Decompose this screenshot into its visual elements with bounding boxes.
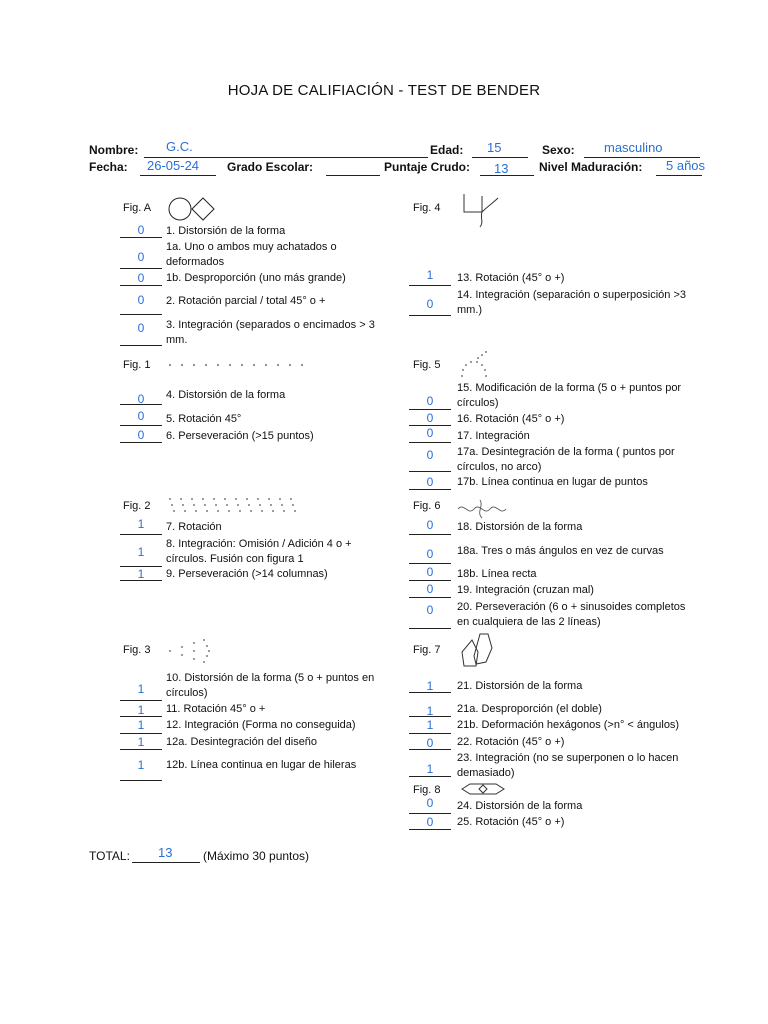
puntaje-value[interactable]: 13 bbox=[494, 161, 509, 176]
right-item-text bbox=[457, 271, 564, 286]
right-score-line bbox=[409, 813, 451, 814]
fig-2-label: Fig. 2 bbox=[123, 500, 151, 512]
right-score-line bbox=[409, 580, 451, 581]
item-line-1: 11. Rotación 45° o + bbox=[166, 703, 266, 715]
item-line-2: mm.) bbox=[457, 304, 483, 316]
right-item-text bbox=[457, 815, 564, 830]
fecha-label: Fecha: bbox=[89, 160, 128, 174]
left-score-line bbox=[120, 534, 162, 535]
left-score-value[interactable]: 1 bbox=[137, 703, 145, 717]
left-score-line bbox=[120, 700, 162, 701]
item-line-1: 7. Rotación bbox=[166, 521, 222, 533]
right-score-line bbox=[409, 733, 451, 734]
item-line-1: 17b. Línea continua en lugar de puntos bbox=[457, 476, 648, 488]
left-score-line bbox=[120, 425, 162, 426]
left-score-value[interactable]: 1 bbox=[137, 758, 145, 772]
item-line-1: 1. Distorsión de la forma bbox=[166, 225, 286, 237]
item-line-1: 2. Rotación parcial / total 45° o + bbox=[166, 295, 326, 307]
item-line-1: 14. Integración (separación o superposición >3 bbox=[457, 289, 687, 301]
right-item-text bbox=[457, 475, 648, 490]
right-score-value[interactable]: 0 bbox=[426, 603, 434, 617]
puntaje-label: Puntaje Crudo: bbox=[384, 160, 470, 174]
right-score-line bbox=[409, 409, 451, 410]
left-score-value[interactable]: 0 bbox=[137, 250, 145, 264]
left-item-text bbox=[166, 520, 222, 535]
figure-1-dots-icon bbox=[168, 360, 308, 370]
left-score-line bbox=[120, 285, 162, 286]
right-item-text bbox=[457, 702, 602, 717]
right-score-value[interactable]: 0 bbox=[426, 796, 434, 810]
item-line-1: 22. Rotación (45° o +) bbox=[457, 736, 565, 748]
fig-6-label: Fig. 6 bbox=[413, 500, 441, 512]
left-score-line bbox=[120, 314, 162, 315]
right-score-line bbox=[409, 829, 451, 830]
left-score-line bbox=[120, 780, 162, 781]
left-score-value[interactable]: 1 bbox=[137, 718, 145, 732]
right-score-value[interactable]: 0 bbox=[426, 736, 434, 750]
item-line-1: 13. Rotación (45° o +) bbox=[457, 272, 565, 284]
right-score-line bbox=[409, 442, 451, 443]
left-score-value[interactable]: 1 bbox=[137, 517, 145, 531]
item-line-1: 4. Distorsión de la forma bbox=[166, 389, 286, 401]
fig-3-label: Fig. 3 bbox=[123, 644, 151, 656]
total-field-line bbox=[132, 862, 200, 863]
item-line-1: 17a. Desintegración de la forma ( puntos por bbox=[457, 446, 675, 458]
item-line-1: 18a. Tres o más ángulos en vez de curvas bbox=[457, 545, 664, 557]
figure-7-hexagons-icon bbox=[458, 630, 496, 670]
total-label: TOTAL: bbox=[89, 849, 130, 863]
item-line-2: círculos) bbox=[166, 687, 208, 699]
right-score-line bbox=[409, 534, 451, 535]
item-line-1: 19. Integración (cruzan mal) bbox=[457, 584, 594, 596]
right-score-value[interactable]: 1 bbox=[426, 268, 434, 282]
item-line-1: 24. Distorsión de la forma bbox=[457, 800, 583, 812]
left-item-text bbox=[166, 567, 328, 582]
total-suffix: (Máximo 30 puntos) bbox=[203, 849, 310, 863]
left-score-line bbox=[120, 733, 162, 734]
right-item-text bbox=[457, 718, 679, 733]
fig-4-label: Fig. 4 bbox=[413, 202, 441, 214]
sexo-value[interactable]: masculino bbox=[604, 140, 663, 155]
item-line-2: demasiado) bbox=[457, 767, 515, 779]
right-score-value[interactable]: 0 bbox=[426, 297, 434, 311]
right-score-value[interactable]: 0 bbox=[426, 411, 434, 425]
right-score-line bbox=[409, 597, 451, 598]
right-item-text bbox=[457, 288, 686, 318]
left-score-value[interactable]: 0 bbox=[137, 428, 145, 442]
item-line-1: 12b. Línea continua en lugar de hileras bbox=[166, 759, 357, 771]
right-item-text bbox=[457, 567, 537, 582]
item-line-1: 5. Rotación 45° bbox=[166, 413, 242, 425]
item-line-2: mm. bbox=[166, 334, 188, 346]
figure-a-circle-diamond-icon bbox=[168, 196, 216, 222]
right-score-line bbox=[409, 776, 451, 777]
total-value[interactable]: 13 bbox=[158, 845, 173, 860]
item-line-1: 15. Modificación de la forma (5 o + puntos por bbox=[457, 382, 682, 394]
right-score-value[interactable]: 0 bbox=[426, 815, 434, 829]
left-item-text bbox=[166, 412, 241, 427]
edad-value[interactable]: 15 bbox=[487, 140, 502, 155]
fig-8-label: Fig. 8 bbox=[413, 784, 441, 796]
fig-1-label: Fig. 1 bbox=[123, 359, 151, 371]
nombre-value[interactable]: G.C. bbox=[166, 139, 193, 154]
item-line-1: 20. Perseveración (6 o + sinusoides completos bbox=[457, 601, 686, 613]
item-line-1: 1a. Uno o ambos muy achatados o bbox=[166, 241, 337, 253]
left-score-line bbox=[120, 268, 162, 269]
right-score-line bbox=[409, 628, 451, 629]
item-line-2: círculos) bbox=[457, 397, 499, 409]
grado-label: Grado Escolar: bbox=[227, 160, 314, 174]
grado-field-line bbox=[326, 175, 380, 176]
item-line-1: 18. Distorsión de la forma bbox=[457, 521, 583, 533]
right-item-text bbox=[457, 412, 564, 427]
right-score-line bbox=[409, 471, 451, 472]
item-line-1: 21b. Deformación hexágonos (>n° < ángulos) bbox=[457, 719, 680, 731]
right-score-line bbox=[409, 315, 451, 316]
right-score-value[interactable]: 0 bbox=[426, 426, 434, 440]
edad-field-line bbox=[472, 157, 528, 158]
right-score-value[interactable]: 0 bbox=[426, 547, 434, 561]
left-item-text bbox=[166, 318, 375, 348]
left-score-value[interactable]: 0 bbox=[137, 271, 145, 285]
left-item-text bbox=[166, 294, 325, 309]
nivel-label: Nivel Maduración: bbox=[539, 160, 643, 174]
fig-a-label: Fig. A bbox=[123, 202, 152, 214]
left-score-value[interactable]: 1 bbox=[137, 735, 145, 749]
right-score-value[interactable]: 1 bbox=[426, 704, 434, 718]
item-line-1: 21. Distorsión de la forma bbox=[457, 680, 583, 692]
left-item-text bbox=[166, 429, 314, 444]
right-score-value[interactable]: 0 bbox=[426, 448, 434, 462]
nivel-value[interactable]: 5 años bbox=[666, 158, 706, 173]
left-score-value[interactable]: 0 bbox=[137, 293, 145, 307]
item-line-2: en cualquiera de las 2 líneas) bbox=[457, 616, 601, 628]
right-item-text bbox=[457, 520, 582, 535]
left-score-line bbox=[120, 749, 162, 750]
right-score-value[interactable]: 0 bbox=[426, 518, 434, 532]
item-line-1: 8. Integración: Omisión / Adición 4 o + bbox=[166, 538, 352, 550]
left-item-text bbox=[166, 758, 356, 773]
left-score-value[interactable]: 0 bbox=[137, 321, 145, 335]
right-item-text bbox=[457, 751, 678, 781]
item-line-2: círculos. Fusión con figura 1 bbox=[166, 553, 304, 565]
right-score-value[interactable]: 0 bbox=[426, 475, 434, 489]
right-score-value[interactable]: 1 bbox=[426, 718, 434, 732]
item-line-1: 9. Perseveración (>14 columnas) bbox=[166, 568, 328, 580]
left-score-value[interactable]: 1 bbox=[137, 567, 145, 581]
item-line-1: 21a. Desproporción (el doble) bbox=[457, 703, 602, 715]
item-line-1: 23. Integración (no se superponen o lo hacen bbox=[457, 752, 679, 764]
fecha-value[interactable]: 26-05-24 bbox=[147, 158, 200, 173]
left-item-text bbox=[166, 671, 374, 701]
sexo-label: Sexo: bbox=[542, 143, 575, 157]
fig-5-label: Fig. 5 bbox=[413, 359, 441, 371]
fig-7-label: Fig. 7 bbox=[413, 644, 441, 656]
right-item-text bbox=[457, 600, 685, 630]
item-line-1: 1b. Desproporción (uno más grande) bbox=[166, 272, 346, 284]
right-item-text bbox=[457, 679, 582, 694]
item-line-1: 12a. Desintegración del diseño bbox=[166, 736, 318, 748]
figure-2-columns-icon bbox=[166, 496, 298, 514]
item-line-1: 3. Integración (separados o encimados > 3 bbox=[166, 319, 375, 331]
left-item-text bbox=[166, 735, 317, 750]
right-score-value[interactable]: 1 bbox=[426, 762, 434, 776]
right-score-value[interactable]: 0 bbox=[426, 582, 434, 596]
figure-3-arrow-dots-icon bbox=[166, 638, 214, 664]
left-item-text bbox=[166, 718, 356, 733]
item-line-2: deformados bbox=[166, 256, 225, 268]
left-score-line bbox=[120, 442, 162, 443]
item-line-1: 18b. Línea recta bbox=[457, 568, 537, 580]
right-score-value[interactable]: 0 bbox=[426, 394, 434, 408]
figure-8-hexagon-diamond-icon bbox=[460, 782, 506, 796]
left-item-text bbox=[166, 240, 337, 270]
right-item-text bbox=[457, 429, 530, 444]
edad-label: Edad: bbox=[430, 143, 464, 157]
left-item-text bbox=[166, 388, 285, 403]
right-score-value[interactable]: 1 bbox=[426, 679, 434, 693]
left-score-line bbox=[120, 237, 162, 238]
left-item-text bbox=[166, 271, 346, 286]
item-line-1: 17. Integración bbox=[457, 430, 530, 442]
right-item-text bbox=[457, 735, 564, 750]
left-score-value[interactable]: 0 bbox=[137, 392, 145, 406]
right-score-line bbox=[409, 489, 451, 490]
figure-6-sinusoids-icon bbox=[456, 498, 508, 520]
left-item-text bbox=[166, 702, 265, 717]
left-score-value[interactable]: 0 bbox=[137, 409, 145, 423]
right-score-value[interactable]: 0 bbox=[426, 565, 434, 579]
left-score-value[interactable]: 1 bbox=[137, 682, 145, 696]
item-line-1: 10. Distorsión de la forma (5 o + puntos en bbox=[166, 672, 375, 684]
right-score-line bbox=[409, 563, 451, 564]
item-line-1: 25. Rotación (45° o +) bbox=[457, 816, 565, 828]
right-item-text bbox=[457, 544, 664, 559]
item-line-2: círculos, no arco) bbox=[457, 461, 542, 473]
left-score-value[interactable]: 0 bbox=[137, 223, 145, 237]
fecha-field-line bbox=[140, 175, 216, 176]
nivel-field-line bbox=[656, 175, 702, 176]
nombre-label: Nombre: bbox=[89, 143, 139, 157]
item-line-1: 12. Integración (Forma no conseguida) bbox=[166, 719, 356, 731]
right-item-text bbox=[457, 381, 681, 411]
right-item-text bbox=[457, 445, 675, 475]
figure-4-open-square-curve-icon bbox=[458, 192, 502, 230]
left-item-text bbox=[166, 537, 352, 567]
item-line-1: 6. Perseveración (>15 puntos) bbox=[166, 430, 314, 442]
item-line-1: 16. Rotación (45° o +) bbox=[457, 413, 565, 425]
right-item-text bbox=[457, 799, 582, 814]
page-title: HOJA DE CALIFIACIÓN - TEST DE BENDER bbox=[227, 82, 541, 99]
figure-5-dotted-arc-icon bbox=[458, 350, 494, 380]
right-score-line bbox=[409, 285, 451, 286]
left-score-line bbox=[120, 345, 162, 346]
left-item-text bbox=[166, 224, 285, 239]
left-score-value[interactable]: 1 bbox=[137, 545, 145, 559]
right-item-text bbox=[457, 583, 594, 598]
